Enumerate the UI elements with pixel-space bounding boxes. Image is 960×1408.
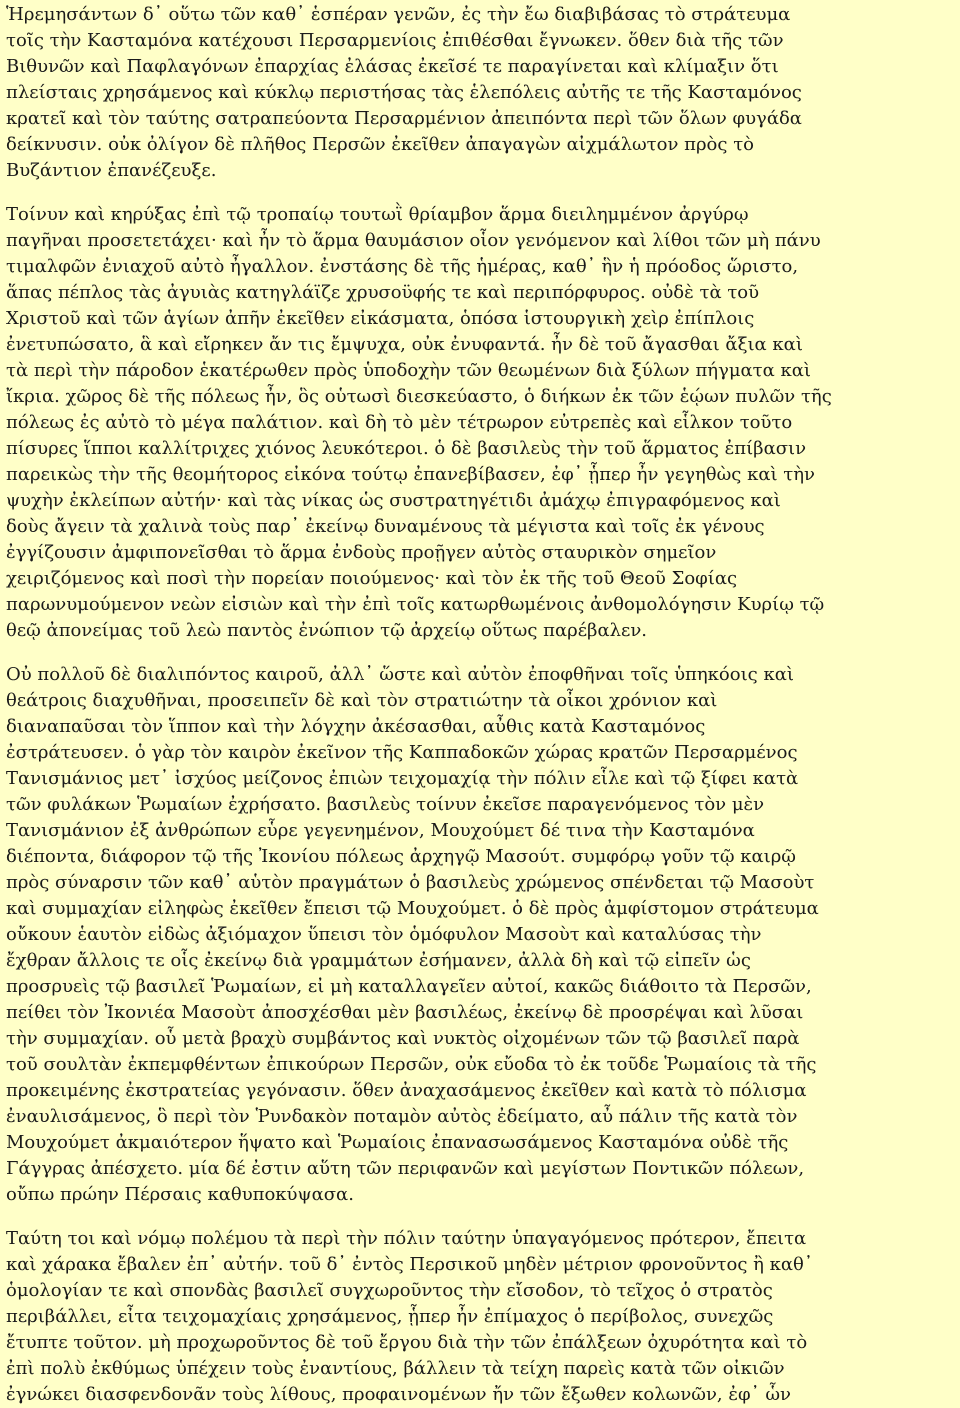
paragraph-2: Τοίνυν καὶ κηρύξας ἐπὶ τῷ τροπαίῳ τουτωῒ θρίαμβον ἅρμα διειλημμένον ἀργύρῳ παγῆναι προσετετάχει· καὶ ἦν τὸ ἅρμα θαυμάσιον οἷον γενόμενον καὶ λίθοι τῶν μὴ πάνυ τιμαλφῶν ἐνιαχοῦ αὐτὸ ἦγαλλον. ἐνστάσης δὲ τῆς ἡμέρας, καθ᾽ ἣν ἡ πρόοδος ὥριστο, ἅπας πέπλος τὰς ἀγυιὰς κατηγλάϊζε χρυσοϋφής τε καὶ περιπόρφυρος. οὐδὲ τὰ τοῦ Χριστοῦ καὶ τῶν ἁγίων ἀπῆν ἐκεῖθεν εἰκάσματα, ὁπόσα ἱστουργικὴ χεὶρ ἐπίπλοις ἐνετυπώσατο, ἃ καὶ εἴρηκεν ἄν τις ἔμψυχα, οὐκ ἐνυφαντά. ἦν δὲ τοῦ ἄγασθαι ἄξια καὶ τὰ περὶ τὴν πάροδον ἑκατέρωθεν πρὸς ὑποδοχὴν τῶν θεωμένων διὰ ξύλων πήγματα καὶ ἴκρια. χῶρος δὲ τῆς πόλεως ἦν, ὃς οὑτωσὶ διεσκεύαστο, ὁ διήκων ἐκ τῶν ἑῴων πυλῶν τῆς πόλεως ἐς αὐτὸ τὸ μέγα παλάτιον. καὶ δὴ τὸ μὲν τέτρωρον εὐτρεπὲς καὶ εἷλκον τοῦτο πίσυρες ἵπποι καλλίτριχες χιόνος λευκότεροι. ὁ δὲ βασιλεὺς τὴν τοῦ ἅρματος ἐπίβασιν παρεικὼς τὴν τῆς θεομήτορος εἰκόνα τούτῳ ἐπανεβίβασεν, ἐφ᾽ ᾗπερ ἦν γεγηθὼς καὶ τὴν ψυχὴν ἐκλείπων αὐτήν· καὶ τὰς νίκας ὡς συστρατηγέτιδι ἀμάχῳ ἐπιγραφόμενος καὶ δοὺς ἄγειν τὰ χαλινὰ τοὺς παρ᾽ ἐκείνῳ δυναμένους τὰ μέγιστα καὶ τοῖς ἐκ γένους ἐγγίζουσιν ἀμφιπονεῖσθαι τὸ ἅρμα ἐνδοὺς προῇγεν αὐτὸς σταυρικὸν σημεῖον χειριζόμενος καὶ ποσὶ τὴν πορείαν ποιούμενος· καὶ τὸν ἐκ τῆς τοῦ Θεοῦ Σοφίας παρωνυμούμενον νεὼν εἰσιὼν καὶ τὴν ἐπὶ τοῖς κατωρθωμένοις ἀνθομολόγησιν Κυρίῳ τῷ θεῷ ἀπονείμας τοῦ λεὼ παντὸς ἐνώπιον τῷ ἀρχείῳ οὕτως παρέβαλεν. [6,204,832,641]
paragraph-1: Ἡρεμησάντων δ᾽ οὕτω τῶν καθ᾽ ἑσπέραν γενῶν, ἐς τὴν ἔω διαβιβάσας τὸ στράτευμα τοῖς τὴν Κασταμόνα κατέχουσι Περσαρμενίοις ἐπιθέσθαι ἔγνωκεν. ὅθεν διὰ τῆς τῶν Βιθυνῶν καὶ Παφλαγόνων ἐπαρχίας ἐλάσας ἐκεῖσέ τε παραγίνεται καὶ κλίμαξιν ὅτι πλείσταις χρησάμενος καὶ κύκλῳ περιστήσας τὰς ἑλεπόλεις αὐτῆς τε τῆς Κασταμόνος κρατεῖ καὶ τὸν ταύτης σατραπεύοντα Περσαρμένιον ἀπειπόντα περὶ τῶν ὅλων φυγάδα δείκνυσιν. οὐκ ὀλίγον δὲ πλῆθος Περσῶν ἐκεῖθεν ἀπαγαγὼν αἰχμάλωτον πρὸς τὸ Βυζάντιον ἐπανέζευξε. [6,4,802,181]
paragraph-4: Ταύτη τοι καὶ νόμῳ πολέμου τὰ περὶ τὴν πόλιν ταύτην ὑπαγαγόμενος πρότερον, ἔπειτα καὶ χάρακα ἔβαλεν ἐπ᾽ αὐτήν. τοῦ δ᾽ ἐντὸς Περσικοῦ μηδὲν μέτριον φρονοῦντος ἢ καθ᾽ ὁμολογίαν τε καὶ σπονδὰς βασιλεῖ συγχωροῦντος τὴν εἴσοδον, τὸ τεῖχος ὁ στρατὸς περιβάλλει, εἶτα τειχομαχίαις χρησάμενος, ᾗπερ ἦν ἐπίμαχος ὁ περίβολος, συνεχῶς ἔτυπτε τοῦτον. μὴ προχωροῦντος δὲ τοῦ ἔργου διὰ τὴν τῶν ἐπάλξεων ὀχυρότητα καὶ τὸ ἐπὶ πολὺ ἐκθύμως ὑπέχειν τοὺς ἐναντίους, βάλλειν τὰ τείχη παρεὶς κατὰ τῶν οἰκιῶν ἐγνώκει διασφενδονᾶν τοὺς λίθους, προφαινομένων ἤν τῶν ἔξωθεν κολωνῶν, ἐφ᾽ ὧν [6,1228,813,1405]
paragraph-3: Οὐ πολλοῦ δὲ διαλιπόντος καιροῦ, ἀλλ᾽ ὥστε καὶ αὐτὸν ἐποφθῆναι τοῖς ὑπηκόοις καὶ θεάτροις διαχυθῆναι, προσειπεῖν δὲ καὶ τὸν στρατιώτην τὰ οἶκοι χρόνιον καὶ διαναπαῦσαι τὸν ἵππον καὶ τὴν λόγχην ἀκέσασθαι, αὖθις κατὰ Κασταμόνος ἐστράτευσεν. ὁ γὰρ τὸν καιρὸν ἐκεῖνον τῆς Καππαδοκῶν χώρας κρατῶν Περσαρμένος Τανισμάνιος μετ᾽ ἰσχύος μείζονος ἐπιὼν τειχομαχίᾳ τὴν πόλιν εἷλε καὶ τῷ ξίφει κατὰ τῶν φυλάκων Ῥωμαίων ἐχρήσατο. βασιλεὺς τοίνυν ἐκεῖσε παραγενόμενος τὸν μὲν Τανισμάνιον ἐξ ἀνθρώπων εὗρε γεγενημένον, Μουχούμετ δέ τινα τὴν Κασταμόνα διέποντα, διάφορον τῷ τῆς Ἰκονίου πόλεως ἀρχηγῷ Μασούτ. συμφόρῳ γοῦν τῷ καιρῷ πρὸς σύναρσιν τῶν καθ᾽ αὑτὸν πραγμάτων ὁ βασιλεὺς χρώμενος σπένδεται τῷ Μασοὺτ καὶ συμμαχίαν εἰληφὼς ἐκεῖθεν ἔπεισι τῷ Μουχούμετ. ὁ δὲ πρὸς ἀμφίστομον στράτευμα οὔκουν ἑαυτὸν εἰδὼς ἀξιόμαχον ὕπεισι τὸν ὁμόφυλον Μασοὺτ καὶ καταλύσας τὴν ἔχθραν ἄλλοις τε οἷς ἐκείνῳ διὰ γραμμάτων ἐσήμανεν, ἀλλὰ δὴ καὶ τῷ εἰπεῖν ὡς προσρυεὶς τῷ βασιλεῖ Ῥωμαίων, εἰ μὴ καταλλαγεῖεν αὐτοί, κακῶς διάθοιτο τὰ Περσῶν, πείθει τὸν Ἰκονιέα Μασοὺτ ἀποσχέσθαι μὲν βασιλέως, ἐκείνῳ δὲ προσρέψαι καὶ λῦσαι τὴν συμμαχίαν. οὗ μετὰ βραχὺ συμβάντος καὶ νυκτὸς οἰχομένων τῶν τῷ βασιλεῖ παρὰ τοῦ σουλτὰν ἐκπεμφθέντων ἐπικούρων Περσῶν, οὐκ εὔοδα τὸ ἐκ τοῦδε Ῥωμαίοις τὰ τῆς προκειμένης ἐκστρατείας γεγόνασιν. ὅθεν ἀναχασάμενος ἐκεῖθεν καὶ κατὰ τὸ πόλισμα ἐναυλισάμενος, ὃ περὶ τὸν Ῥυνδακὸν ποταμὸν αὐτὸς ἐδείματο, αὖ πάλιν τῆς κατὰ τὸν Μουχούμετ ἀκμαιότερον ἥψατο καὶ Ῥωμαίοις ἐπανασωσάμενος Κασταμόνα οὐδὲ τῆς Γάγγρας ἀπέσχετο. μία δέ ἐστιν αὕτη τῶν περιφανῶν καὶ μεγίστων Ποντικῶν πόλεων, οὔπω πρώην Πέρσαις καθυποκύψασα. [6,664,819,1205]
